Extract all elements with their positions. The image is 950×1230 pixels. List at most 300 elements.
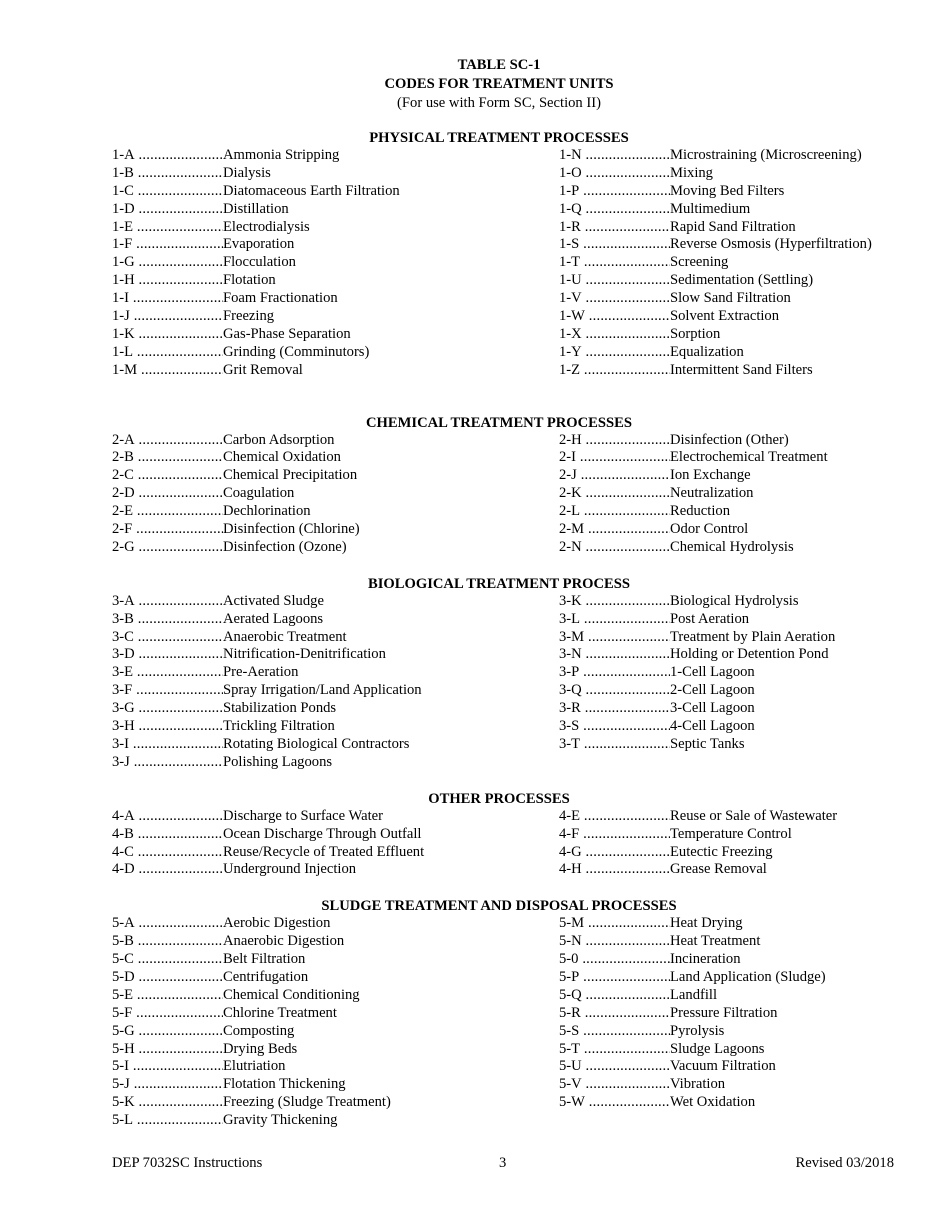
entry-description: Mixing — [670, 164, 713, 181]
column-right — [559, 915, 894, 1130]
code-entry — [559, 629, 894, 647]
entry-code — [112, 449, 223, 467]
entry-description: Distillation — [223, 200, 289, 217]
code-entry — [559, 969, 894, 987]
code-entry — [112, 933, 559, 951]
entry-code — [112, 236, 223, 254]
table-id: TABLE SC-1 — [457, 57, 541, 73]
entry-description: Temperature Control — [670, 825, 792, 842]
entry-description: Disinfection (Chlorine) — [223, 521, 360, 538]
entry-description: Rotating Biological Contractors — [223, 735, 410, 752]
code-entry — [112, 700, 559, 718]
entry-description: Anaerobic Digestion — [223, 933, 345, 950]
entry-code — [112, 344, 223, 362]
entry-code — [559, 1041, 670, 1059]
entry-description: Sedimentation (Settling) — [670, 272, 814, 289]
entry-description: Polishing Lagoons — [223, 753, 333, 770]
entry-code-text: 4-A — [112, 807, 135, 824]
entry-code-text: 1-X — [559, 325, 582, 342]
code-entry — [112, 1094, 559, 1112]
entry-code — [112, 736, 223, 754]
entry-code-text: 1-J — [112, 308, 130, 325]
entry-code — [559, 1058, 670, 1076]
entry-description: Disinfection (Other) — [670, 431, 789, 448]
entry-code — [559, 521, 670, 539]
entry-code-text: 5-D — [112, 968, 135, 985]
code-entry — [559, 646, 894, 664]
entry-description: Heat Drying — [670, 915, 743, 932]
entry-code — [112, 1076, 223, 1094]
code-entry — [112, 165, 559, 183]
code-entry — [112, 915, 559, 933]
entry-code-text: 1-W — [559, 308, 585, 325]
entry-code-text: 1-D — [112, 200, 135, 217]
entry-code — [559, 861, 670, 879]
entry-description: Equalization — [670, 343, 744, 360]
section-columns — [112, 915, 894, 1130]
code-entry — [559, 987, 894, 1005]
code-entry — [559, 467, 894, 485]
entry-code-text: 3-B — [112, 610, 134, 627]
entry-code — [112, 700, 223, 718]
entry-code — [112, 593, 223, 611]
code-entry — [112, 1005, 559, 1023]
code-entry — [112, 1023, 559, 1041]
code-entry — [112, 290, 559, 308]
entry-code-text: 3-M — [559, 628, 585, 645]
entry-code — [559, 700, 670, 718]
section-title: BIOLOGICAL TREATMENT PROCESS — [368, 575, 630, 592]
entry-code — [559, 467, 670, 485]
entry-code-text: 3-N — [559, 646, 582, 663]
entry-description: Flotation — [223, 272, 276, 289]
code-entry — [559, 254, 894, 272]
entry-description: Stabilization Ponds — [223, 700, 337, 717]
entry-code-text: 2-J — [559, 467, 577, 484]
entry-code — [559, 718, 670, 736]
entry-code — [559, 1076, 670, 1094]
entry-code — [112, 629, 223, 647]
document-page — [112, 56, 894, 1130]
entry-code — [112, 147, 223, 165]
code-entry — [112, 254, 559, 272]
entry-code — [559, 219, 670, 237]
entry-description: Nitrification-Denitrification — [223, 646, 386, 663]
entry-description: Screening — [670, 254, 729, 271]
table-subtitle: (For use with Form SC, Section II) — [397, 95, 601, 111]
entry-code — [112, 183, 223, 201]
code-entry — [112, 1041, 559, 1059]
entry-description: Multimedium — [670, 200, 751, 217]
entry-code-text: 1-C — [112, 182, 134, 199]
entry-code — [112, 1005, 223, 1023]
entry-code — [559, 844, 670, 862]
code-entry — [559, 521, 894, 539]
entry-code-text: 1-S — [559, 236, 580, 253]
entry-code — [559, 290, 670, 308]
entry-description: Electrodialysis — [223, 218, 310, 235]
entry-code-text: 3-S — [559, 718, 580, 735]
entry-description: Reduction — [670, 503, 730, 520]
code-entry — [559, 449, 894, 467]
entry-code-text: 4-C — [112, 843, 134, 860]
code-entry — [112, 611, 559, 629]
code-entry — [559, 432, 894, 450]
sections-container — [112, 130, 894, 1130]
entry-code-text: 1-Y — [559, 343, 582, 360]
entry-description: 2-Cell Lagoon — [670, 682, 755, 699]
entry-code-text: 1-F — [112, 236, 133, 253]
entry-code-text: 4-D — [112, 861, 135, 878]
code-entry — [112, 682, 559, 700]
section-columns — [112, 147, 894, 380]
entry-description: 4-Cell Lagoon — [670, 718, 755, 735]
code-entry — [559, 1041, 894, 1059]
entry-description: Discharge to Surface Water — [223, 807, 383, 824]
entry-description: Chlorine Treatment — [223, 1004, 337, 1021]
entry-code-text: 3-P — [559, 664, 580, 681]
entry-description: Slow Sand Filtration — [670, 290, 791, 307]
code-entry — [112, 1058, 559, 1076]
entry-description: Vibration — [670, 1076, 726, 1093]
entry-description: Wet Oxidation — [670, 1094, 756, 1111]
code-entry — [559, 1058, 894, 1076]
table-title: CODES FOR TREATMENT UNITS — [384, 76, 614, 92]
entry-description: Intermittent Sand Filters — [670, 361, 813, 378]
entry-description: Spray Irrigation/Land Application — [223, 682, 422, 699]
code-entry — [559, 539, 894, 557]
code-entry — [112, 236, 559, 254]
entry-code — [112, 503, 223, 521]
entry-code-text: 2-B — [112, 449, 134, 466]
entry-code-text: 5-V — [559, 1076, 582, 1093]
entry-code — [112, 861, 223, 879]
section-title: SLUDGE TREATMENT AND DISPOSAL PROCESSES — [321, 898, 677, 915]
entry-code-text: 1-A — [112, 147, 135, 163]
entry-code — [112, 165, 223, 183]
code-entry — [112, 808, 559, 826]
entry-code-text: 1-V — [559, 290, 582, 307]
page-footer — [112, 1154, 894, 1173]
entry-code-text: 5-T — [559, 1040, 581, 1057]
entry-description: Chemical Conditioning — [223, 986, 360, 1003]
entry-description: Odor Control — [670, 521, 749, 538]
entry-code — [112, 682, 223, 700]
column-left — [112, 432, 559, 557]
entry-code-text: 3-L — [559, 610, 581, 627]
code-entry — [559, 183, 894, 201]
entry-code-text: 3-E — [112, 664, 134, 681]
entry-code-text: 4-B — [112, 825, 134, 842]
entry-description: Ammonia Stripping — [223, 147, 340, 163]
entry-code — [559, 933, 670, 951]
entry-code-text: 1-Z — [559, 361, 581, 378]
entry-description: Elutriation — [223, 1058, 286, 1075]
code-entry — [112, 449, 559, 467]
code-entry — [112, 736, 559, 754]
entry-code — [112, 808, 223, 826]
entry-description: Solvent Extraction — [670, 308, 780, 325]
code-section — [112, 576, 894, 772]
entry-description: Sludge Lagoons — [670, 1040, 765, 1057]
entry-code — [112, 933, 223, 951]
entry-description: Evaporation — [223, 236, 295, 253]
entry-code-text: 5-B — [112, 933, 134, 950]
entry-code — [559, 593, 670, 611]
entry-code-text: 2-H — [559, 431, 582, 448]
code-entry — [112, 272, 559, 290]
entry-code — [112, 1023, 223, 1041]
entry-code — [112, 826, 223, 844]
section-title: OTHER PROCESSES — [428, 790, 570, 807]
entry-code — [559, 1023, 670, 1041]
code-entry — [112, 219, 559, 237]
code-entry — [559, 700, 894, 718]
column-left — [112, 593, 559, 772]
entry-code-text: 5-R — [559, 1004, 581, 1021]
entry-description: Drying Beds — [223, 1040, 298, 1057]
entry-description: Aerated Lagoons — [223, 610, 324, 627]
entry-code — [559, 272, 670, 290]
code-entry — [559, 201, 894, 219]
entry-code — [112, 290, 223, 308]
code-entry — [559, 611, 894, 629]
entry-code — [559, 326, 670, 344]
entry-code-text: 2-E — [112, 503, 134, 520]
entry-code-text: 3-A — [112, 592, 135, 609]
entry-description: Post Aeration — [670, 610, 750, 627]
entry-code — [559, 987, 670, 1005]
column-right — [559, 808, 894, 880]
code-entry — [112, 183, 559, 201]
entry-code — [112, 254, 223, 272]
entry-code-text: 3-R — [559, 700, 581, 717]
entry-description: Electrochemical Treatment — [670, 449, 828, 466]
entry-code-text: 2-K — [559, 485, 582, 502]
code-entry — [559, 1005, 894, 1023]
entry-description: Dialysis — [223, 164, 271, 181]
entry-description: Microstraining (Microscreening) — [670, 147, 862, 163]
entry-code — [112, 1041, 223, 1059]
entry-code — [559, 236, 670, 254]
code-entry — [559, 718, 894, 736]
code-entry — [112, 539, 559, 557]
entry-code-text: 1-M — [112, 361, 138, 378]
code-entry — [559, 915, 894, 933]
entry-description: Centrifugation — [223, 968, 309, 985]
entry-code — [559, 1005, 670, 1023]
entry-description: Gas-Phase Separation — [223, 325, 351, 342]
entry-description: Moving Bed Filters — [670, 182, 785, 199]
entry-description: Carbon Adsorption — [223, 431, 335, 448]
entry-description: Incineration — [670, 951, 741, 968]
code-entry — [559, 236, 894, 254]
entry-description: Gravity Thickening — [223, 1112, 338, 1129]
entry-description: Foam Fractionation — [223, 290, 338, 307]
code-entry — [559, 664, 894, 682]
entry-code — [112, 987, 223, 1005]
code-section — [112, 791, 894, 880]
entry-description: Activated Sludge — [223, 592, 324, 609]
code-entry — [112, 861, 559, 879]
entry-code — [559, 432, 670, 450]
column-right — [559, 432, 894, 557]
code-entry — [112, 201, 559, 219]
entry-code-text: 1-H — [112, 272, 135, 289]
entry-code — [559, 682, 670, 700]
entry-description: Coagulation — [223, 485, 295, 502]
entry-code — [559, 308, 670, 326]
entry-description: Chemical Precipitation — [223, 467, 358, 484]
code-entry — [559, 326, 894, 344]
code-entry — [112, 987, 559, 1005]
entry-code-text: 2-D — [112, 485, 135, 502]
code-entry — [112, 485, 559, 503]
entry-code — [112, 539, 223, 557]
code-entry — [112, 362, 559, 380]
entry-code — [112, 485, 223, 503]
code-entry — [112, 1076, 559, 1094]
code-entry — [559, 308, 894, 326]
document-header — [104, 56, 894, 113]
code-entry — [112, 326, 559, 344]
code-entry — [559, 1094, 894, 1112]
column-left — [112, 808, 559, 880]
code-entry — [559, 219, 894, 237]
entry-code-text: 3-F — [112, 682, 133, 699]
entry-code-text: 5-F — [112, 1004, 133, 1021]
entry-description: Reuse or Sale of Wastewater — [670, 807, 838, 824]
entry-code-text: 3-T — [559, 735, 581, 752]
entry-code — [112, 432, 223, 450]
entry-description: Chemical Hydrolysis — [670, 538, 794, 555]
entry-description: Anaerobic Treatment — [223, 628, 347, 645]
entry-description: Biological Hydrolysis — [670, 592, 799, 609]
entry-code-text: 4-H — [559, 861, 582, 878]
entry-description: Grit Removal — [223, 361, 303, 378]
code-entry — [112, 826, 559, 844]
entry-description: Pressure Filtration — [670, 1004, 778, 1021]
entry-code-text: 3-J — [112, 753, 130, 770]
entry-code — [559, 629, 670, 647]
entry-code-text: 2-L — [559, 503, 581, 520]
entry-code-text: 3-G — [112, 700, 135, 717]
code-entry — [559, 485, 894, 503]
entry-code-text: 1-U — [559, 272, 582, 289]
entry-description: 3-Cell Lagoon — [670, 700, 755, 717]
entry-code — [112, 969, 223, 987]
entry-description: Holding or Detention Pond — [670, 646, 829, 663]
entry-code-text: 2-F — [112, 521, 133, 538]
entry-code — [112, 201, 223, 219]
code-entry — [112, 593, 559, 611]
entry-description: Vacuum Filtration — [670, 1058, 776, 1075]
code-entry — [112, 1112, 559, 1130]
entry-code — [112, 1094, 223, 1112]
entry-description: Reverse Osmosis (Hyperfiltration) — [670, 236, 872, 253]
entry-code — [559, 362, 670, 380]
entry-description: Sorption — [670, 325, 721, 342]
entry-code — [559, 646, 670, 664]
entry-description: Grinding (Comminutors) — [223, 343, 370, 360]
section-title: CHEMICAL TREATMENT PROCESSES — [366, 414, 632, 431]
entry-code-text: 3-I — [112, 735, 130, 752]
entry-code-text: 5-Q — [559, 986, 582, 1003]
entry-description: Heat Treatment — [670, 933, 761, 950]
entry-description: Eutectic Freezing — [670, 843, 773, 860]
entry-code-text: 1-I — [112, 290, 130, 307]
entry-code — [112, 1058, 223, 1076]
entry-code-text: 5-C — [112, 951, 134, 968]
entry-code-text: 5-U — [559, 1058, 582, 1075]
section-title: PHYSICAL TREATMENT PROCESSES — [369, 130, 629, 146]
section-columns — [112, 593, 894, 772]
code-entry — [112, 521, 559, 539]
code-entry — [559, 290, 894, 308]
column-left — [112, 915, 559, 1130]
entry-description: Disinfection (Ozone) — [223, 538, 347, 555]
footer-form-id: DEP 7032SC Instructions — [112, 1155, 263, 1171]
entry-code-text: 1-N — [559, 147, 582, 163]
entry-code-text: 5-G — [112, 1022, 135, 1039]
entry-code — [559, 826, 670, 844]
entry-code-text: 5-W — [559, 1094, 585, 1111]
entry-description: Chemical Oxidation — [223, 449, 341, 466]
entry-description: Flocculation — [223, 254, 296, 271]
entry-description: Freezing — [223, 308, 275, 325]
code-entry — [559, 682, 894, 700]
code-entry — [112, 467, 559, 485]
entry-code — [559, 449, 670, 467]
entry-code-text: 3-K — [559, 592, 582, 609]
entry-code-text: 1-E — [112, 218, 134, 235]
entry-code-text: 1-G — [112, 254, 135, 271]
code-entry — [112, 754, 559, 772]
entry-code — [559, 183, 670, 201]
code-entry — [112, 664, 559, 682]
entry-code-text: 5-I — [112, 1058, 130, 1075]
code-entry — [112, 951, 559, 969]
entry-description: Pyrolysis — [670, 1022, 725, 1039]
entry-code-text: 2-A — [112, 431, 135, 448]
entry-code — [112, 1112, 223, 1130]
footer-revised-date: Revised 03/2018 — [795, 1155, 894, 1171]
column-right — [559, 147, 894, 380]
entry-description: Freezing (Sludge Treatment) — [223, 1094, 391, 1111]
code-entry — [559, 362, 894, 380]
entry-code-text: 5-A — [112, 915, 135, 932]
entry-code-text: 5-E — [112, 986, 134, 1003]
entry-code-text: 1-K — [112, 325, 135, 342]
entry-description: Aerobic Digestion — [223, 915, 331, 932]
entry-description: Diatomaceous Earth Filtration — [223, 182, 400, 199]
entry-code — [112, 362, 223, 380]
code-entry — [559, 736, 894, 754]
entry-description: Composting — [223, 1022, 295, 1039]
code-entry — [112, 629, 559, 647]
entry-code-text: 5-N — [559, 933, 582, 950]
entry-code-text: 5-K — [112, 1094, 135, 1111]
entry-description: Underground Injection — [223, 861, 357, 878]
entry-code — [559, 1094, 670, 1112]
code-entry — [559, 1023, 894, 1041]
entry-code — [112, 646, 223, 664]
entry-code — [559, 201, 670, 219]
code-entry — [112, 646, 559, 664]
entry-code-text: 4-F — [559, 825, 580, 842]
code-entry — [112, 969, 559, 987]
entry-code — [112, 718, 223, 736]
